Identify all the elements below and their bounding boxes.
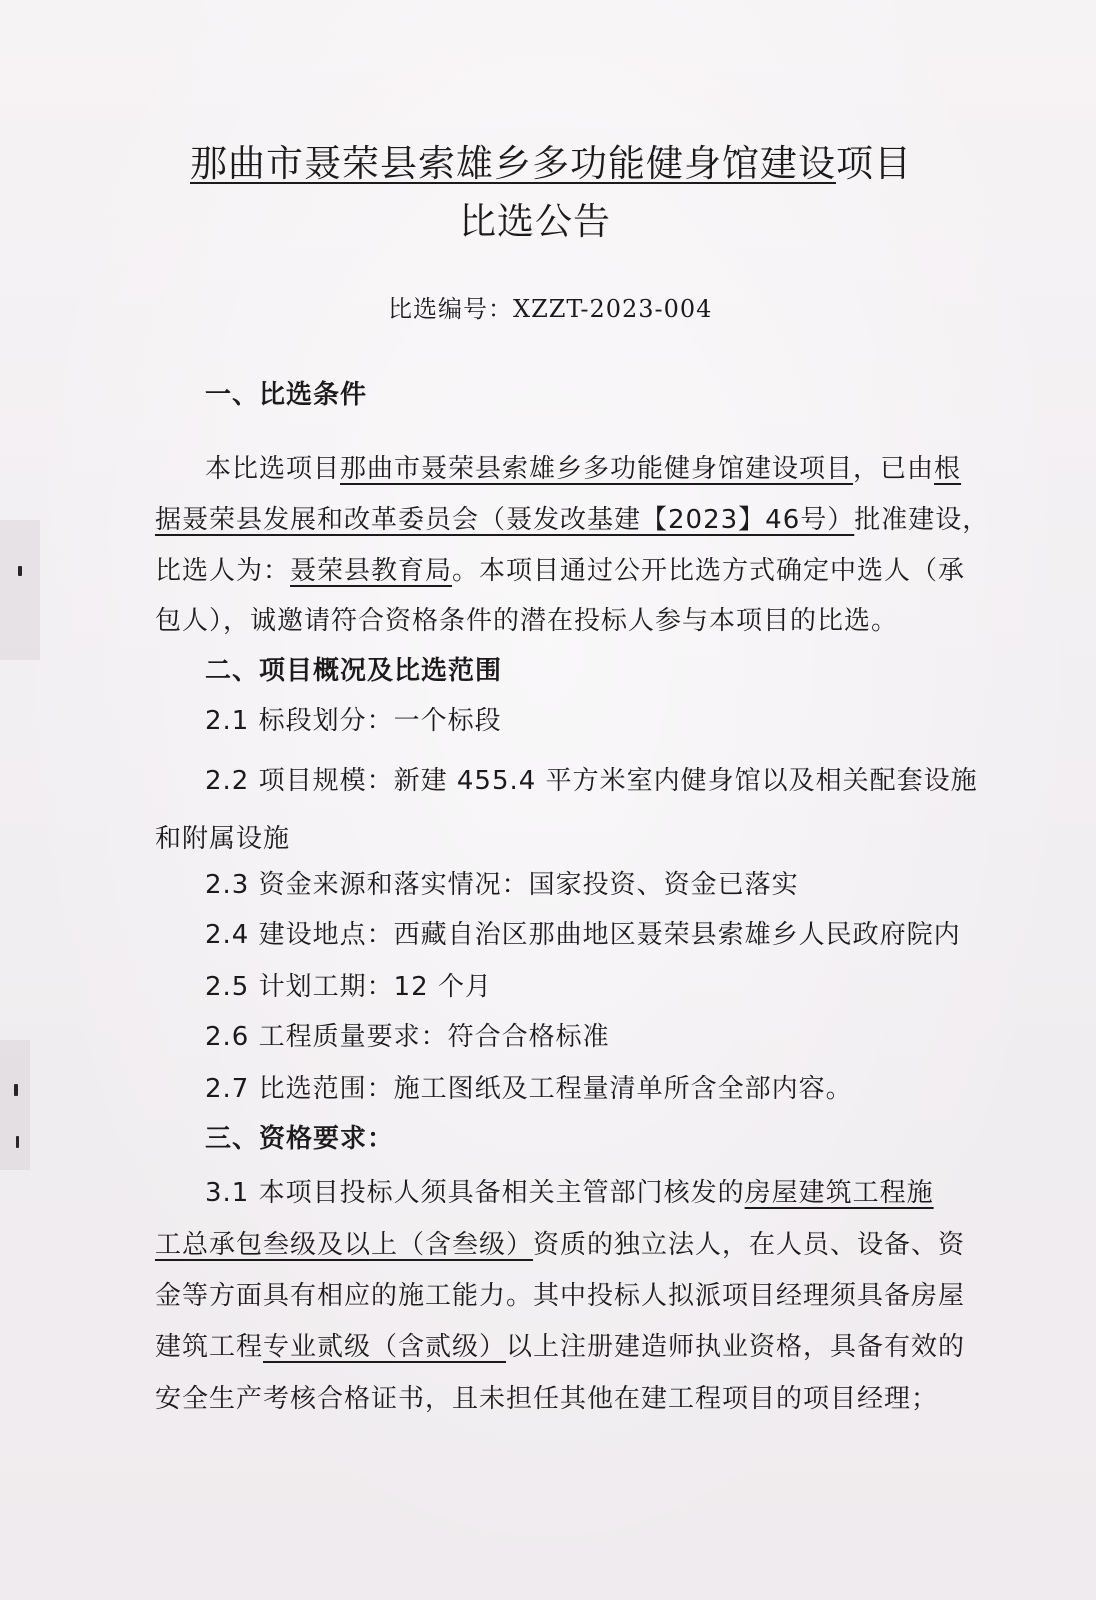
s1-p1-mid: ，已由: [853, 454, 935, 484]
paper-crease: [0, 520, 40, 660]
s1-paragraph-line-1: [205, 452, 961, 486]
s3-line-5: 安全生产考核合格证书，且未担任其他在建工程项目的项目经理；: [155, 1384, 939, 1414]
s1-p1-wrap: 根: [934, 454, 962, 484]
s3-qualification-1-cont: 工总承包叁级及以上（含叁级）: [155, 1230, 534, 1260]
s1-l3-post: 。本项目通过公开比选方式确定中选人（承: [452, 556, 966, 586]
s1-paragraph-line-2: [155, 503, 989, 537]
s3-line-2: [155, 1228, 965, 1262]
title-tail: 项目: [836, 142, 912, 185]
section-2-heading: 二、项目概况及比选范围: [205, 656, 503, 686]
s2-item-2-7: 2.7 比选范围：施工图纸及工程量清单所含全部内容。: [205, 1074, 853, 1104]
s3-l1-pre: 3.1 本项目投标人须具备相关主管部门核发的: [205, 1178, 745, 1208]
s2-item-2-5: 2.5 计划工期：12 个月: [205, 972, 492, 1002]
paper-crease: [0, 1040, 30, 1170]
s3-l4-post: 以上注册建造师执业资格，具备有效的: [506, 1332, 966, 1362]
s3-line-1: [205, 1176, 934, 1210]
bid-number: 比选编号：XZZT-2023-004: [388, 295, 713, 323]
title-underlined-part: 那曲市聂荣县索雄乡多功能健身馆建设: [190, 142, 836, 185]
s1-project-name: 那曲市聂荣县索雄乡多功能健身馆建设项目: [340, 454, 854, 484]
s2-item-2-6: 2.6 工程质量要求：符合合格标准: [205, 1022, 610, 1052]
s2-item-2-4: 2.4 建设地点：西藏自治区那曲地区聂荣县索雄乡人民政府院内: [205, 920, 961, 950]
document-title-line-1: [190, 140, 912, 188]
s2-item-2-1: 2.1 标段划分：一个标段: [205, 706, 502, 736]
s3-qualification-2: 专业贰级（含贰级）: [263, 1332, 507, 1362]
s3-l4-pre: 建筑工程: [155, 1332, 264, 1362]
s1-organizer: 聂荣县教育局: [290, 556, 453, 586]
edge-mark: [16, 1136, 19, 1148]
s3-line-4: [155, 1330, 965, 1364]
s2-item-2-2-cont: 和附属设施: [155, 824, 291, 854]
s3-line-3: 金等方面具有相应的施工能力。其中投标人拟派项目经理须具备房屋: [155, 1281, 966, 1311]
edge-mark: [18, 566, 22, 576]
s2-item-2-3: 2.3 资金来源和落实情况：国家投资、资金已落实: [205, 870, 799, 900]
s1-approval-ref: 据聂荣县发展和改革委员会（聂发改基建【2023】46号）: [155, 505, 855, 535]
document-title-line-2: 比选公告: [459, 200, 611, 243]
s2-item-2-2: 2.2 项目规模：新建 455.4 平方米室内健身馆以及相关配套设施: [205, 766, 978, 796]
section-1-heading: 一、比选条件: [205, 380, 368, 410]
s1-l3-pre: 比选人为：: [155, 556, 291, 586]
edge-mark: [14, 1084, 18, 1096]
section-3-heading: 三、资格要求：: [205, 1124, 395, 1154]
s1-p1-pre: 本比选项目: [205, 454, 341, 484]
s1-l2-post: 批准建设，: [854, 505, 990, 535]
s1-paragraph-line-4: 包人），诚邀请符合资格条件的潜在投标人参与本项目的比选。: [155, 606, 899, 636]
s1-paragraph-line-3: [155, 554, 965, 588]
s3-l2-post: 资质的独立法人，在人员、设备、资: [533, 1230, 966, 1260]
s3-qualification-1: 房屋建筑工程施: [744, 1178, 934, 1208]
